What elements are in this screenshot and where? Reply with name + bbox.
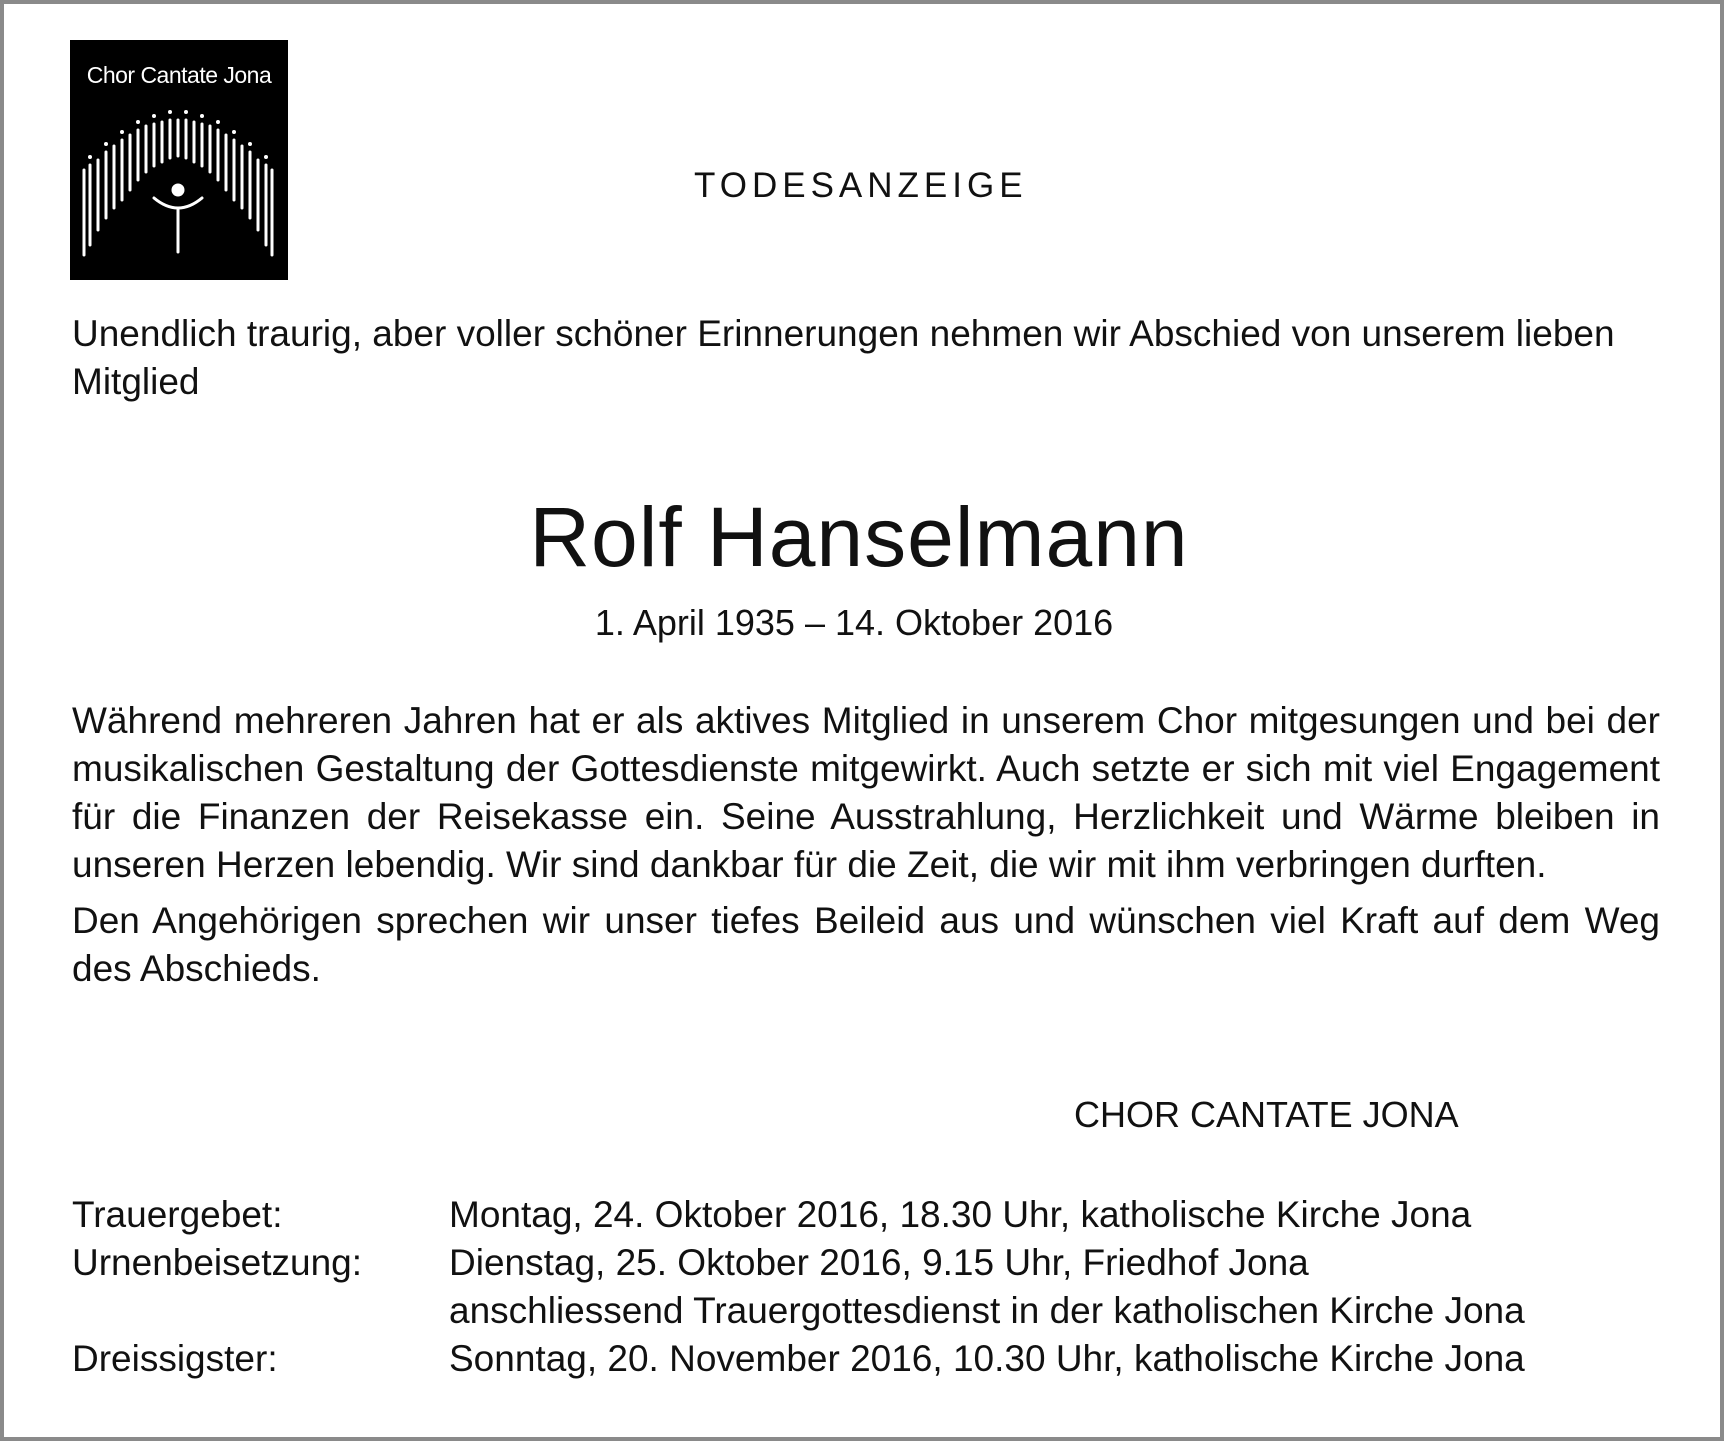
tribute-paragraph: Während mehreren Jahren hat er als aktives Mitglied in unserem Chor mitgesungen und bei der musikalischen Gestaltung der Gottesdienste mitgewirkt. Auch setzte er sich mit viel Engagement für die Finanzen der Reisekasse ein. Seine Ausstrahlung, Herzlichkeit und Wärme bleiben in unseren Herzen lebendig. Wir sind dankbar für die Zeit, die wir mit ihm verbringen durften. <box>72 700 1660 885</box>
event-detail: anschliessend Trauergottesdienst in der katholischen Kirche Jona <box>449 1290 1525 1331</box>
logo-text: Chor Cantate Jona <box>86 62 272 88</box>
event-row <box>72 1191 1672 1239</box>
signature: CHOR CANTATE JONA <box>1074 1094 1459 1135</box>
deceased-name: Rolf Hanselmann <box>529 490 1189 584</box>
event-detail: Montag, 24. Oktober 2016, 18.30 Uhr, katholische Kirche Jona <box>449 1194 1472 1235</box>
event-row <box>72 1335 1672 1383</box>
notice-heading: TODESANZEIGE <box>694 166 1028 205</box>
choir-candles-icon <box>70 40 288 280</box>
life-dates: 1. April 1935 – 14. Oktober 2016 <box>594 602 1114 643</box>
event-detail: Sonntag, 20. November 2016, 10.30 Uhr, katholische Kirche Jona <box>449 1338 1525 1379</box>
event-label: Trauergebet: <box>72 1194 283 1235</box>
event-row <box>72 1239 1672 1335</box>
choir-logo <box>70 40 288 280</box>
intro-text: Unendlich traurig, aber voller schöner Erinnerungen nehmen wir Abschied von unserem lieben Mitglied <box>72 313 1615 402</box>
condolence-paragraph: Den Angehörigen sprechen wir unser tiefes Beileid aus und wünschen viel Kraft auf dem Weg des Abschieds. <box>72 900 1660 989</box>
event-label: Urnenbeisetzung: <box>72 1242 363 1283</box>
tribute-text <box>72 697 1660 1001</box>
service-schedule <box>72 1191 1672 1383</box>
event-label: Dreissigster: <box>72 1338 278 1379</box>
event-detail: Dienstag, 25. Oktober 2016, 9.15 Uhr, Friedhof Jona <box>449 1242 1309 1283</box>
